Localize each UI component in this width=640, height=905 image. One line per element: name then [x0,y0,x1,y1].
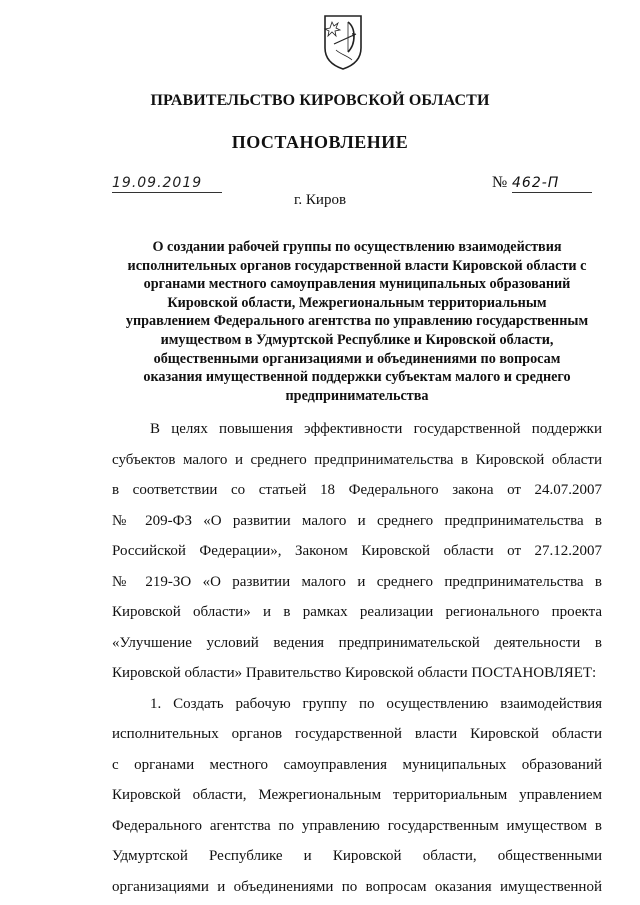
government-name: ПРАВИТЕЛЬСТВО КИРОВСКОЙ ОБЛАСТИ [150,92,490,109]
document-date: 19.09.2019 [112,174,222,193]
title-line: оказания имущественной поддержки субъектам малого и среднего [143,369,571,386]
body-line: «Улучшение условий ведения предпринимательской деятельности в [112,634,602,651]
title-line: предпринимательства [285,387,429,404]
body-line: № 219-ЗО «О развитии малого и среднего предпринимательства в [112,573,602,590]
document-city: г. Киров [293,192,347,208]
body-line: Кировской области» Правительство Кировской области ПОСТАНОВЛЯЕТ: [112,665,597,681]
title-line: общественными организациями и объединениями по вопросам [153,350,561,367]
title-line: управлением Федерального агентства по управлению государственным [125,313,589,330]
number-sign: № [492,174,508,191]
title-line: О создании рабочей группы по осуществлению взаимодействия [152,239,562,255]
title-line: Кировской области, Межрегиональным территориальным [167,294,547,311]
document-body [112,414,602,902]
title-line: имуществом в Удмуртской Республике и Кировской области, [160,331,554,348]
body-line: в соответствии со статьей 18 Федерального закона от 24.07.2007 [112,482,602,498]
document-title [112,238,602,405]
body-line: организациями и объединениями по вопросам оказания имущественной [112,878,602,895]
document-number-field [492,174,600,193]
document-type: ПОСТАНОВЛЕНИЕ [231,132,409,152]
body-line: Кировской области» и в рамках реализации регионального проекта [112,604,602,620]
body-line: с органами местного самоуправления муниципальных образований [112,756,602,773]
title-line: исполнительных органов государственной власти Кировской области с [127,257,587,274]
body-line: Российской Федерации», Законом Кировской области от 27.12.2007 [112,543,602,559]
title-line: органами местного самоуправления муниципальных образований [143,276,571,293]
document-number: 462-П [512,174,592,193]
body-line: № 209-ФЗ «О развитии малого и среднего предпринимательства в [112,512,602,529]
body-line: 1. Создать рабочую группу по осуществлению взаимодействия [150,695,602,712]
body-line: Федерального агентства по управлению государственным имуществом в [112,817,602,834]
body-line: Удмуртской Республике и Кировской области, общественными [112,848,602,864]
body-line: Кировской области, Межрегиональным территориальным управлением [112,787,602,803]
body-line: исполнительных органов государственной власти Кировской области [112,726,602,742]
body-line: субъектов малого и среднего предпринимательства в Кировской области [112,451,602,468]
body-line: В целях повышения эффективности государственной поддержки [150,421,602,437]
kirov-oblast-coat-of-arms-icon [322,14,364,70]
